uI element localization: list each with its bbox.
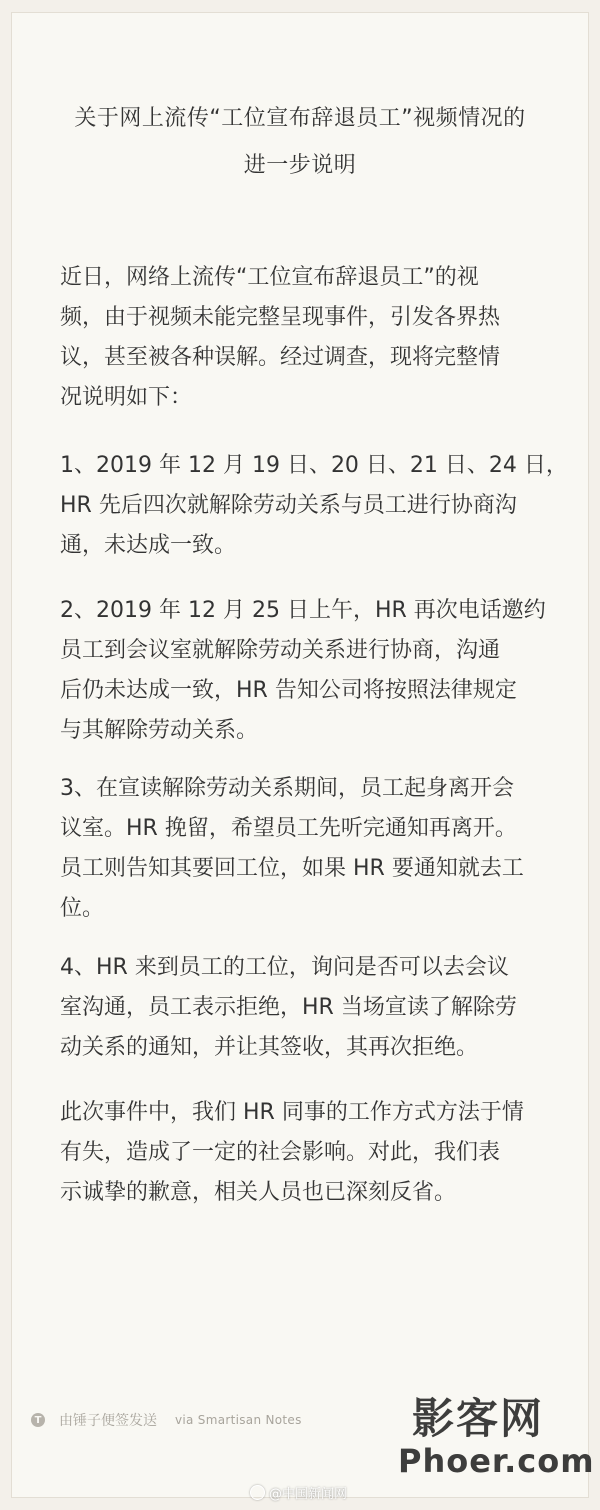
- text-line: 4、HR 来到员工的工位，询问是否可以去会议: [60, 955, 509, 980]
- text-line: 议室。HR 挽留，希望员工先听完通知再离开。: [60, 816, 517, 841]
- watermark-en: Phoer.com: [398, 1442, 595, 1480]
- text-line: 3、在宣读解除劳动关系期间，员工起身离开会: [60, 776, 514, 801]
- paragraph-item-4: [60, 948, 560, 1068]
- weibo-icon: [250, 1485, 265, 1500]
- via-smartisan-label: via Smartisan Notes: [175, 1413, 302, 1427]
- paragraph-intro: [60, 258, 560, 418]
- text-line: 通，未达成一致。: [60, 533, 237, 558]
- text-line: 室沟通，员工表示拒绝，HR 当场宣读了解除劳: [60, 995, 517, 1020]
- app-footer: [31, 1410, 302, 1430]
- document-title-line-2: 进一步说明: [243, 153, 357, 178]
- watermark-cn: 影客网: [411, 1394, 544, 1443]
- weibo-handle: @中国新闻网: [269, 1486, 348, 1502]
- text-line: 有失，造成了一定的社会影响。对此，我们表: [60, 1140, 501, 1165]
- text-line: 况说明如下：: [60, 385, 193, 410]
- document-title-line-1: 关于网上流传“工位宣布辞退员工”视频情况的: [74, 106, 526, 131]
- text-line: 位。: [60, 896, 105, 921]
- watermark: [398, 1394, 595, 1480]
- paragraph-item-3: [60, 769, 560, 929]
- sent-via-label: 由锤子便签发送: [59, 1413, 157, 1429]
- paragraph-item-2: [60, 591, 560, 751]
- weibo-credit: [250, 1481, 347, 1503]
- paragraph-item-1: [60, 446, 568, 566]
- text-line: 频，由于视频未能完整呈现事件，引发各界热: [60, 305, 501, 330]
- text-line: 2、2019 年 12 月 25 日上午，HR 再次电话邀约: [60, 598, 546, 623]
- text-line: 议，甚至被各种误解。经过调查，现将完整情: [60, 345, 501, 370]
- smartisan-t-icon: T: [31, 1413, 45, 1427]
- paragraph-conclusion: [60, 1093, 560, 1213]
- note-page: [11, 12, 595, 1498]
- text-line: 动关系的通知，并让其签收，其再次拒绝。: [60, 1035, 479, 1060]
- text-line: HR 先后四次就解除劳动关系与员工进行协商沟: [60, 493, 517, 518]
- text-line: 后仍未达成一致，HR 告知公司将按照法律规定: [60, 678, 517, 703]
- text-line: 员工到会议室就解除劳动关系进行协商，沟通: [60, 638, 501, 663]
- text-line: 1、2019 年 12 月 19 日、20 日、21 日、24 日，: [60, 453, 568, 478]
- text-line: 近日，网络上流传“工位宣布辞退员工”的视: [60, 265, 479, 290]
- text-line: 员工则告知其要回工位，如果 HR 要通知就去工: [60, 856, 524, 881]
- text-line: 与其解除劳动关系。: [60, 718, 259, 743]
- text-line: 此次事件中，我们 HR 同事的工作方式方法于情: [60, 1100, 524, 1125]
- text-line: 示诚挚的歉意，相关人员也已深刻反省。: [60, 1180, 457, 1205]
